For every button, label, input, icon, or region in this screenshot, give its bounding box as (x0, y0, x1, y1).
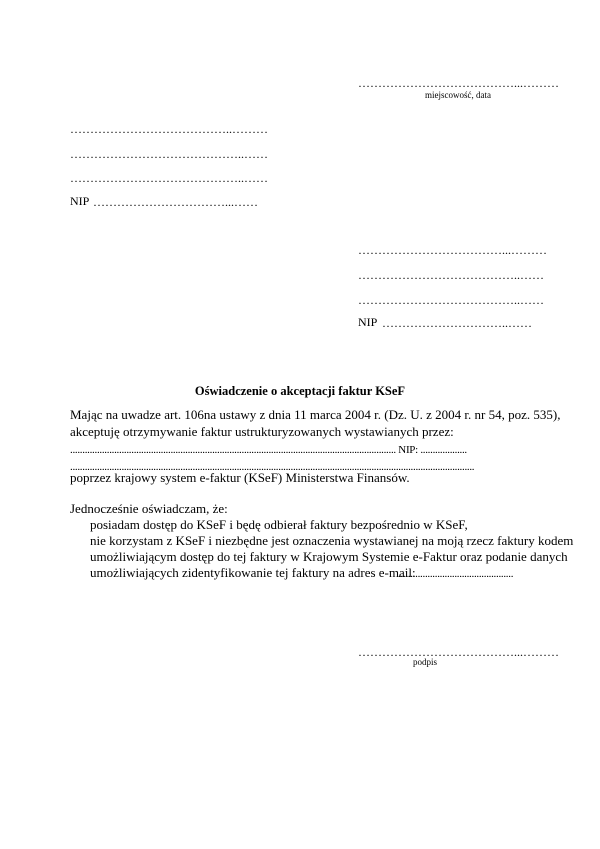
sender-nip-label: NIP (70, 194, 90, 208)
sender-line-3: ……………………………………..…… (70, 171, 268, 185)
option-2-line-3: umożliwiających zidentyfikowanie tej faktury na adres e-mail: (90, 565, 416, 580)
issuer-fill-line-2: ..................................................................................................................................................................... (70, 461, 475, 473)
para1-line-3: poprzez krajowy system e-faktur (KSeF) Ministerstwa Finansów. (70, 470, 410, 485)
para1-line-1: Mając na uwadze art. 106na ustawy z dnia 11 marca 2004 r. (Dz. U. z 2004 r. nr 54, poz. 535), (70, 407, 561, 422)
recipient-line-3: …………………………………..…… (358, 293, 544, 307)
document-title: Oświadczenie o akceptacji faktur KSeF (194, 384, 406, 398)
sender-nip-dots: ……………………………...…… (93, 195, 258, 209)
email-fill-line: ............................................... (398, 568, 514, 580)
place-date-caption: miejscowość, data (425, 90, 491, 100)
issuer-fill-line: ..................................................................................................................................... NIP: ................... (70, 444, 467, 456)
recipient-nip-dots: …………………………..…… (382, 316, 532, 330)
recipient-nip-label: NIP (358, 315, 378, 329)
signature-caption: podpis (413, 657, 438, 667)
option-2-line-1: nie korzystam z KSeF i niezbędne jest oznaczenia wystawianej na moją rzecz faktury kodem (90, 533, 574, 548)
para1-line-2: akceptuję otrzymywanie faktur ustrukturyzowanych wystawianych przez: (70, 424, 454, 439)
sender-line-2: ……………………………………..…… (70, 147, 268, 161)
recipient-line-2: …………………………………..…… (358, 268, 544, 282)
sender-line-1: …………………………………..……… (70, 122, 268, 136)
signature-dots: …………………………………...……… (358, 645, 559, 659)
recipient-line-1: ………………………………...……… (358, 243, 547, 257)
para2-intro: Jednocześnie oświadczam, że: (70, 501, 228, 516)
option-2-line-2: umożliwiającym dostęp do tej faktury w Krajowym Systemie e-Faktur oraz podanie danych (90, 549, 568, 564)
place-date-dots: …………………………………...……… (358, 76, 559, 90)
option-1: posiadam dostęp do KSeF i będę odbierał faktury bezpośrednio w KSeF, (90, 517, 468, 532)
